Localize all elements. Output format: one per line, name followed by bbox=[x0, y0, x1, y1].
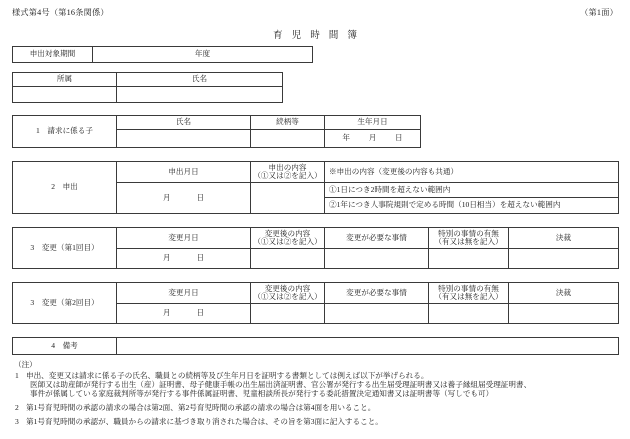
note-line: 申出、変更又は請求に係る子の氏名、職員との続柄等及び生年月日を証明する書類としては例えば以下が挙げられる。 bbox=[26, 370, 429, 380]
birth-month-unit: 月 bbox=[368, 133, 377, 143]
remarks-value[interactable] bbox=[117, 338, 619, 355]
notes-heading: （注） bbox=[14, 360, 37, 369]
table-row bbox=[13, 73, 283, 87]
affiliation-block bbox=[12, 72, 618, 103]
moushide-header-content-line1: 申出の内容 bbox=[268, 162, 307, 172]
change-second-header-content bbox=[251, 283, 325, 304]
change-first-value-content[interactable] bbox=[251, 249, 325, 269]
change-second-value-approval[interactable] bbox=[509, 304, 619, 324]
spacer bbox=[0, 214, 630, 227]
change-second-value-special[interactable] bbox=[429, 304, 509, 324]
period-block bbox=[12, 46, 618, 63]
change-second-header-content-line1: 変更後の内容 bbox=[264, 283, 311, 293]
remarks-table bbox=[12, 337, 619, 355]
change-second-header-content-line2: （①又は②を記入） bbox=[253, 292, 322, 301]
change-second-header-special bbox=[429, 283, 509, 304]
change-first-month-unit: 月 bbox=[162, 253, 171, 263]
change-second-header-special-line1: 特別の事情の有無 bbox=[438, 283, 499, 293]
change-first-header-content-line2: （①又は②を記入） bbox=[253, 237, 322, 246]
change-second-value-date[interactable] bbox=[117, 304, 251, 324]
child-value-birthdate[interactable] bbox=[325, 130, 421, 148]
birth-day-unit: 日 bbox=[395, 133, 403, 143]
note-item-1 bbox=[12, 372, 618, 399]
affiliation-value-shimei[interactable] bbox=[117, 87, 283, 103]
change-second-block bbox=[12, 282, 618, 324]
change-first-table bbox=[12, 227, 619, 269]
moushide-section-label: 2 申出 bbox=[13, 162, 117, 214]
change-first-header-date: 変更月日 bbox=[117, 228, 251, 249]
period-label-cell: 申出対象期間 bbox=[13, 47, 93, 63]
child-table bbox=[12, 115, 421, 148]
moushide-header-content bbox=[251, 162, 325, 183]
moushide-header-content-line2: （①又は②を記入） bbox=[253, 171, 322, 180]
change-second-header-approval: 決裁 bbox=[509, 283, 619, 304]
note-line: 第1号育児時間の承認の請求の場合は第2面、第2号育児時間の承認の請求の場合は第4面を用いること。 bbox=[26, 402, 376, 412]
note-number: 3 bbox=[15, 416, 19, 426]
affiliation-header-shimei: 氏名 bbox=[117, 73, 283, 87]
table-row bbox=[13, 162, 619, 183]
note-text bbox=[26, 404, 618, 413]
note-text bbox=[26, 372, 618, 399]
change-first-block bbox=[12, 227, 618, 269]
child-header-shimei: 氏名 bbox=[117, 116, 251, 130]
affiliation-header-shozoku: 所属 bbox=[13, 73, 117, 87]
change-second-value-content[interactable] bbox=[251, 304, 325, 324]
affiliation-value-shozoku[interactable] bbox=[13, 87, 117, 103]
table-row bbox=[13, 87, 283, 103]
affiliation-table bbox=[12, 72, 283, 103]
form-number: 様式第4号（第16条関係） bbox=[12, 8, 109, 17]
notes-section bbox=[12, 361, 618, 427]
period-table bbox=[12, 46, 313, 63]
child-section-label: 1 請求に係る子 bbox=[13, 116, 117, 148]
change-second-header-date: 変更月日 bbox=[117, 283, 251, 304]
spacer bbox=[0, 148, 630, 161]
note-item-2 bbox=[12, 404, 618, 413]
change-first-header-special bbox=[429, 228, 509, 249]
change-first-value-approval[interactable] bbox=[509, 249, 619, 269]
note-number: 1 bbox=[15, 370, 19, 380]
page-number-label: （第1面） bbox=[580, 8, 618, 17]
remarks-label: 4 備考 bbox=[13, 338, 117, 355]
moushide-note-item2: ②1年につき人事院規則で定める時間（10日相当）を超えない範囲内 bbox=[325, 198, 619, 214]
note-number: 2 bbox=[15, 402, 19, 412]
change-first-section-label: 3 変更（第1回目） bbox=[13, 228, 117, 269]
note-item-3 bbox=[12, 418, 618, 427]
moushide-block bbox=[12, 161, 618, 214]
change-second-month-unit: 月 bbox=[162, 308, 171, 318]
change-first-value-date[interactable] bbox=[117, 249, 251, 269]
table-row bbox=[13, 116, 421, 130]
change-second-header-special-line2: （有又は無を記入） bbox=[434, 292, 503, 301]
change-first-header-content-line1: 変更後の内容 bbox=[264, 228, 311, 238]
change-first-day-unit: 日 bbox=[196, 253, 205, 263]
note-line: 医師又は助産師が発行する出生（産）証明書、母子健康手帳の出生届出済証明書、官公署が発行する出生届受理証明書又は養子縁組届受理証明書、 bbox=[30, 379, 532, 389]
spacer bbox=[0, 324, 630, 337]
remarks-block bbox=[12, 337, 618, 355]
change-first-header-approval: 決裁 bbox=[509, 228, 619, 249]
change-second-value-reason[interactable] bbox=[325, 304, 429, 324]
table-row bbox=[13, 283, 619, 304]
birth-year-unit: 年 bbox=[342, 133, 350, 143]
moushide-header-date: 申出月日 bbox=[117, 162, 251, 183]
child-block bbox=[12, 115, 618, 148]
change-first-header-special-line1: 特別の事情の有無 bbox=[438, 228, 499, 238]
table-row bbox=[13, 228, 619, 249]
moushide-month-unit: 月 bbox=[162, 192, 171, 202]
moushide-note-item1: ①1日につき2時間を超えない範囲内 bbox=[325, 183, 619, 198]
change-first-header-content bbox=[251, 228, 325, 249]
moushide-note-title: ※申出の内容（変更後の内容も共通） bbox=[325, 162, 619, 183]
change-first-header-special-line2: （有又は無を記入） bbox=[434, 237, 503, 246]
moushide-day-unit: 日 bbox=[196, 192, 205, 202]
child-header-birthdate: 生年月日 bbox=[325, 116, 421, 130]
note-text bbox=[26, 418, 618, 427]
child-value-zokugara[interactable] bbox=[251, 130, 325, 148]
change-first-value-special[interactable] bbox=[429, 249, 509, 269]
header-line bbox=[12, 7, 618, 23]
note-line: 第1号育児時間の承認が、職員からの請求に基づき取り消された場合は、その旨を第3面に記入すること。 bbox=[26, 416, 383, 426]
period-value-cell[interactable]: 年度 bbox=[93, 47, 313, 63]
spacer bbox=[0, 269, 630, 282]
spacer bbox=[0, 63, 630, 72]
spacer bbox=[0, 103, 630, 115]
note-line: 事件が係属している家庭裁判所等が発行する事件係属証明書、児童相談所長が発行する委託措置決定通知書又は証明書等（写しでも可） bbox=[30, 388, 494, 398]
change-first-value-reason[interactable] bbox=[325, 249, 429, 269]
table-row bbox=[13, 338, 619, 355]
moushide-table bbox=[12, 161, 619, 214]
moushide-value-date[interactable] bbox=[117, 183, 251, 214]
child-value-shimei[interactable] bbox=[117, 130, 251, 148]
page-title: 育児時間簿 bbox=[273, 30, 366, 41]
change-second-day-unit: 日 bbox=[196, 308, 205, 318]
moushide-value-content[interactable] bbox=[251, 183, 325, 214]
change-second-table bbox=[12, 282, 619, 324]
child-header-zokugara: 続柄等 bbox=[251, 116, 325, 130]
change-second-header-reason: 変更が必要な事情 bbox=[325, 283, 429, 304]
table-row bbox=[13, 47, 313, 63]
change-first-header-reason: 変更が必要な事情 bbox=[325, 228, 429, 249]
change-second-section-label: 3 変更（第2回目） bbox=[13, 283, 117, 324]
